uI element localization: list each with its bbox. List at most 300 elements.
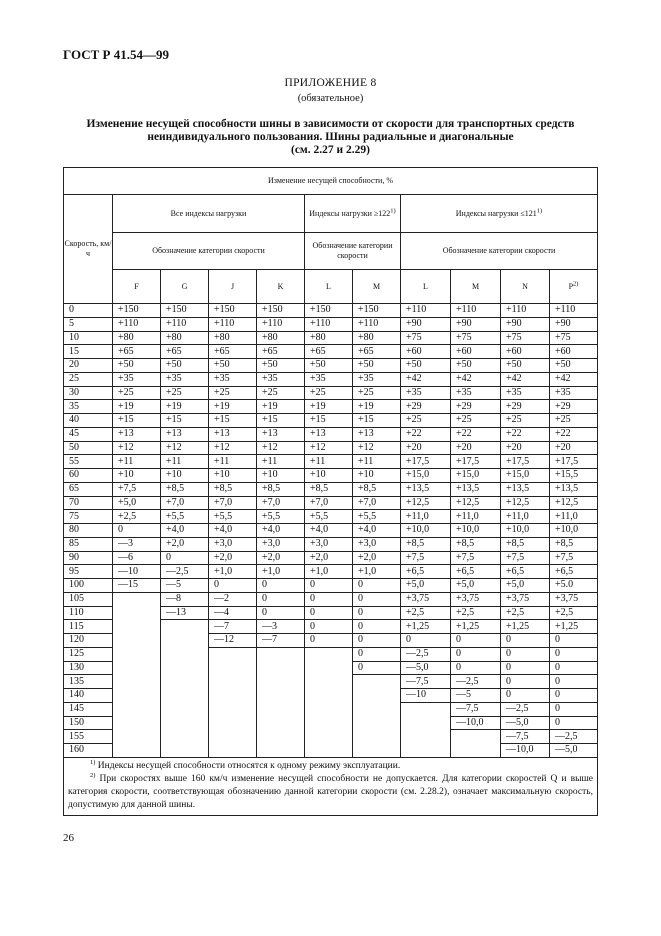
value-cell: +42 <box>451 372 501 386</box>
value-cell: +8,5 <box>401 537 451 551</box>
value-cell: +80 <box>209 331 257 345</box>
speed-cell: 5 <box>64 317 113 331</box>
value-cell: +6,5 <box>501 565 550 579</box>
value-cell: +25 <box>161 386 209 400</box>
value-cell: +2,5 <box>501 606 550 620</box>
table-row <box>64 331 598 345</box>
value-cell: +19 <box>257 400 305 414</box>
title-line: Изменение несущей способности шины в зависимости от скорости для транспортных средств <box>86 118 575 130</box>
value-cell: +150 <box>257 304 305 318</box>
value-cell: +1,0 <box>209 565 257 579</box>
value-cell <box>353 716 401 730</box>
value-cell: +8,5 <box>501 537 550 551</box>
value-cell: +50 <box>161 359 209 373</box>
speed-cell: 20 <box>64 359 113 373</box>
speed-category-header: Обозначение категории скорости <box>401 233 598 270</box>
value-cell: +60 <box>550 345 598 359</box>
value-cell: +110 <box>161 317 209 331</box>
value-cell: +12 <box>161 441 209 455</box>
footnote-2-text: При скоростях выше 160 км/ч изменение несущей способности не допускается. Для категории скоростей Q и выше категория скорости, соответствующая обозначению данной категории скорости (см. 2.28.2), означает максимальную скорость, допустимую для данной шины. <box>68 773 593 810</box>
value-cell: +11,0 <box>501 510 550 524</box>
value-cell: +35 <box>257 372 305 386</box>
value-cell <box>113 647 161 661</box>
category-letter: K <box>277 281 284 291</box>
value-cell: +2,0 <box>257 551 305 565</box>
footnote-1 <box>68 760 593 773</box>
value-cell: —4 <box>209 606 257 620</box>
value-cell <box>451 744 501 758</box>
capacity-change-header: Изменение несущей способности, % <box>64 168 598 195</box>
value-cell: +3,75 <box>401 592 451 606</box>
value-cell: +25 <box>501 414 550 428</box>
footnote-1-mark: 1) <box>390 206 396 214</box>
value-cell: —2,5 <box>501 702 550 716</box>
value-cell: —10 <box>113 565 161 579</box>
value-cell: +25 <box>113 386 161 400</box>
value-cell: +29 <box>401 400 451 414</box>
value-cell: +65 <box>257 345 305 359</box>
value-cell: 0 <box>550 702 598 716</box>
value-cell: +3,75 <box>451 592 501 606</box>
value-cell: 0 <box>353 647 401 661</box>
category-letter: L <box>423 281 428 291</box>
value-cell: +7,5 <box>550 551 598 565</box>
value-cell: 0 <box>113 524 161 538</box>
value-cell: +13 <box>209 427 257 441</box>
speed-cell: 125 <box>64 647 113 661</box>
value-cell <box>161 716 209 730</box>
value-cell: +90 <box>451 317 501 331</box>
value-cell: +35 <box>113 372 161 386</box>
title-line: (см. 2.27 и 2.29) <box>291 144 370 156</box>
speed-cell: 45 <box>64 427 113 441</box>
value-cell <box>161 647 209 661</box>
value-cell: +8,5 <box>257 482 305 496</box>
speed-cell: 30 <box>64 386 113 400</box>
value-cell: —10 <box>401 689 451 703</box>
value-cell: +110 <box>451 304 501 318</box>
value-cell: +15,0 <box>451 469 501 483</box>
value-cell: +42 <box>550 372 598 386</box>
category-column-header <box>305 270 353 304</box>
value-cell: +4,0 <box>209 524 257 538</box>
value-cell: +110 <box>401 304 451 318</box>
value-cell <box>401 730 451 744</box>
value-cell: +15,0 <box>401 469 451 483</box>
value-cell: +13 <box>161 427 209 441</box>
value-cell: +5,0 <box>401 579 451 593</box>
value-cell: 0 <box>161 551 209 565</box>
table-row <box>64 427 598 441</box>
value-cell: +3,0 <box>353 537 401 551</box>
value-cell: 0 <box>353 606 401 620</box>
value-cell: —2,5 <box>550 730 598 744</box>
speed-cell: 25 <box>64 372 113 386</box>
value-cell: 0 <box>451 634 501 648</box>
value-cell <box>353 675 401 689</box>
value-cell: +13 <box>113 427 161 441</box>
value-cell: +8,5 <box>353 482 401 496</box>
speed-cell: 95 <box>64 565 113 579</box>
value-cell: +80 <box>113 331 161 345</box>
value-cell: 0 <box>451 661 501 675</box>
value-cell: +2,5 <box>550 606 598 620</box>
value-cell: +3,75 <box>550 592 598 606</box>
value-cell: —2 <box>209 592 257 606</box>
value-cell: +15 <box>113 414 161 428</box>
speed-cell: 120 <box>64 634 113 648</box>
value-cell <box>209 730 257 744</box>
value-cell: 0 <box>550 689 598 703</box>
value-cell: +4,0 <box>305 524 353 538</box>
value-cell <box>353 702 401 716</box>
table-row <box>64 317 598 331</box>
value-cell: —5 <box>161 579 209 593</box>
value-cell <box>161 634 209 648</box>
value-cell <box>401 716 451 730</box>
page-number: 26 <box>63 832 74 844</box>
value-cell: +65 <box>305 345 353 359</box>
category-letter: P <box>568 281 574 291</box>
speed-cell: 15 <box>64 345 113 359</box>
value-cell: 0 <box>209 579 257 593</box>
value-cell: +42 <box>401 372 451 386</box>
footnote-2-mark: 2) <box>573 279 579 287</box>
category-column-header <box>451 270 501 304</box>
value-cell <box>161 702 209 716</box>
value-cell <box>209 702 257 716</box>
table-row <box>64 634 598 648</box>
category-column-header <box>113 270 161 304</box>
speed-cell: 115 <box>64 620 113 634</box>
value-cell: +19 <box>209 400 257 414</box>
value-cell: +35 <box>353 372 401 386</box>
value-cell: +75 <box>550 331 598 345</box>
value-cell: +2,0 <box>209 551 257 565</box>
appendix-status: (обязательное) <box>297 93 364 104</box>
value-cell: +5,0 <box>501 579 550 593</box>
value-cell: +22 <box>401 427 451 441</box>
value-cell: —8 <box>161 592 209 606</box>
value-cell: +110 <box>113 317 161 331</box>
value-cell: +75 <box>401 331 451 345</box>
value-cell: 0 <box>305 606 353 620</box>
category-letter: L <box>326 281 331 291</box>
value-cell: +25 <box>401 414 451 428</box>
value-cell <box>257 675 305 689</box>
value-cell: —2,5 <box>161 565 209 579</box>
value-cell: +20 <box>451 441 501 455</box>
load-index-ge122-text: Индексы нагрузки ≥122 <box>309 208 391 218</box>
value-cell: 0 <box>501 647 550 661</box>
value-cell <box>161 661 209 675</box>
category-column-header <box>209 270 257 304</box>
load-capacity-table <box>63 167 598 816</box>
value-cell: —2,5 <box>401 647 451 661</box>
value-cell <box>113 675 161 689</box>
table-row <box>64 661 598 675</box>
value-cell <box>305 730 353 744</box>
value-cell: —5 <box>451 689 501 703</box>
value-cell: +17,5 <box>401 455 451 469</box>
value-cell: +25 <box>550 414 598 428</box>
value-cell: +150 <box>113 304 161 318</box>
value-cell: +13 <box>257 427 305 441</box>
value-cell: +15,0 <box>501 469 550 483</box>
value-cell: +25 <box>451 414 501 428</box>
value-cell <box>257 689 305 703</box>
value-cell: +15,5 <box>550 469 598 483</box>
value-cell: +8,5 <box>209 482 257 496</box>
value-cell <box>113 634 161 648</box>
value-cell: +4,0 <box>161 524 209 538</box>
value-cell: 0 <box>257 579 305 593</box>
value-cell: +50 <box>451 359 501 373</box>
value-cell: +35 <box>451 386 501 400</box>
speed-cell: 40 <box>64 414 113 428</box>
value-cell: +19 <box>353 400 401 414</box>
value-cell: 0 <box>550 675 598 689</box>
value-cell: +25 <box>305 386 353 400</box>
value-cell: +110 <box>305 317 353 331</box>
value-cell: +3,0 <box>209 537 257 551</box>
table-row <box>64 716 598 730</box>
speed-cell: 140 <box>64 689 113 703</box>
value-cell: +7,5 <box>451 551 501 565</box>
value-cell: +5,5 <box>161 510 209 524</box>
value-cell <box>257 744 305 758</box>
value-cell: +90 <box>550 317 598 331</box>
value-cell: +42 <box>501 372 550 386</box>
category-column-header <box>550 270 598 304</box>
value-cell: +15 <box>161 414 209 428</box>
value-cell <box>305 661 353 675</box>
category-letter: J <box>230 281 235 291</box>
value-cell <box>209 689 257 703</box>
value-cell <box>209 661 257 675</box>
value-cell: +20 <box>550 441 598 455</box>
value-cell: +7,5 <box>113 482 161 496</box>
value-cell <box>305 744 353 758</box>
value-cell: +35 <box>550 386 598 400</box>
value-cell: +10,0 <box>401 524 451 538</box>
speed-cell: 90 <box>64 551 113 565</box>
table-row <box>64 359 598 373</box>
value-cell: +25 <box>209 386 257 400</box>
appendix-heading: ПРИЛОЖЕНИЕ 8 <box>284 77 377 89</box>
speed-cell: 70 <box>64 496 113 510</box>
table-row <box>64 372 598 386</box>
table-row <box>64 702 598 716</box>
value-cell: 0 <box>401 634 451 648</box>
value-cell: 0 <box>353 592 401 606</box>
value-cell: +65 <box>209 345 257 359</box>
value-cell <box>451 730 501 744</box>
table-row <box>64 744 598 758</box>
value-cell: —10,0 <box>451 716 501 730</box>
value-cell: +65 <box>161 345 209 359</box>
speed-cell: 60 <box>64 469 113 483</box>
value-cell: +110 <box>353 317 401 331</box>
value-cell: +60 <box>451 345 501 359</box>
value-cell: 0 <box>550 634 598 648</box>
value-cell: +35 <box>401 386 451 400</box>
value-cell: +13,5 <box>550 482 598 496</box>
value-cell: +150 <box>161 304 209 318</box>
value-cell: +10 <box>209 469 257 483</box>
value-cell: +19 <box>113 400 161 414</box>
value-cell: +20 <box>501 441 550 455</box>
value-cell: +22 <box>550 427 598 441</box>
value-cell: +2,5 <box>451 606 501 620</box>
table-row <box>64 592 598 606</box>
value-cell: +1,25 <box>451 620 501 634</box>
speed-column-header <box>64 195 113 304</box>
value-cell: +2,5 <box>401 606 451 620</box>
value-cell: +35 <box>209 372 257 386</box>
value-cell: +12,5 <box>401 496 451 510</box>
speed-category-header: Обозначение категории скорости <box>305 233 401 270</box>
speed-cell: 155 <box>64 730 113 744</box>
value-cell <box>305 675 353 689</box>
value-cell: +5,5 <box>257 510 305 524</box>
value-cell: +12,5 <box>451 496 501 510</box>
value-cell: +10 <box>161 469 209 483</box>
value-cell: 0 <box>501 675 550 689</box>
value-cell: +13,5 <box>451 482 501 496</box>
value-cell: +7,0 <box>305 496 353 510</box>
value-cell: +17,5 <box>451 455 501 469</box>
value-cell: 0 <box>305 634 353 648</box>
value-cell: +11,0 <box>550 510 598 524</box>
value-cell <box>401 744 451 758</box>
table-row <box>64 524 598 538</box>
value-cell: +7,0 <box>257 496 305 510</box>
value-cell: +110 <box>501 304 550 318</box>
value-cell: +50 <box>257 359 305 373</box>
category-column-header <box>401 270 451 304</box>
value-cell: +17,5 <box>550 455 598 469</box>
value-cell: +22 <box>501 427 550 441</box>
value-cell: 0 <box>257 592 305 606</box>
value-cell: +7,0 <box>353 496 401 510</box>
value-cell <box>113 716 161 730</box>
value-cell: +15 <box>209 414 257 428</box>
value-cell: +8,5 <box>451 537 501 551</box>
value-cell: 0 <box>451 647 501 661</box>
value-cell: +10 <box>305 469 353 483</box>
value-cell <box>353 730 401 744</box>
value-cell: +75 <box>501 331 550 345</box>
speed-category-header: Обозначение категории скорости <box>113 233 305 270</box>
value-cell: +7,0 <box>209 496 257 510</box>
load-index-le121-header <box>401 195 598 233</box>
value-cell: —5,0 <box>401 661 451 675</box>
value-cell <box>401 702 451 716</box>
value-cell <box>161 675 209 689</box>
value-cell: +7,5 <box>501 551 550 565</box>
value-cell: —15 <box>113 579 161 593</box>
value-cell <box>113 661 161 675</box>
value-cell: +2,0 <box>305 551 353 565</box>
value-cell: +13 <box>353 427 401 441</box>
value-cell: +11 <box>353 455 401 469</box>
speed-cell: 105 <box>64 592 113 606</box>
value-cell: +6,5 <box>550 565 598 579</box>
table-row <box>64 482 598 496</box>
value-cell: +50 <box>113 359 161 373</box>
value-cell: —5,0 <box>501 716 550 730</box>
value-cell: 0 <box>257 606 305 620</box>
speed-cell: 80 <box>64 524 113 538</box>
table-row <box>64 469 598 483</box>
value-cell: 0 <box>353 620 401 634</box>
value-cell: +50 <box>501 359 550 373</box>
value-cell: 0 <box>353 661 401 675</box>
value-cell: +1,0 <box>257 565 305 579</box>
speed-cell: 65 <box>64 482 113 496</box>
value-cell: +10 <box>113 469 161 483</box>
value-cell: +5,5 <box>305 510 353 524</box>
value-cell: +50 <box>401 359 451 373</box>
value-cell: —3 <box>257 620 305 634</box>
all-load-indices-header: Все индексы нагрузки <box>113 195 305 233</box>
value-cell: 0 <box>353 634 401 648</box>
table-row <box>64 510 598 524</box>
value-cell: +150 <box>353 304 401 318</box>
value-cell: +7,5 <box>401 551 451 565</box>
value-cell: +90 <box>501 317 550 331</box>
value-cell: —12 <box>209 634 257 648</box>
value-cell <box>305 647 353 661</box>
value-cell: —7,5 <box>501 730 550 744</box>
value-cell: +2,0 <box>353 551 401 565</box>
value-cell: +80 <box>305 331 353 345</box>
value-cell: —10,0 <box>501 744 550 758</box>
value-cell: 0 <box>305 620 353 634</box>
value-cell: —2,5 <box>451 675 501 689</box>
value-cell: —7 <box>257 634 305 648</box>
table-row <box>64 565 598 579</box>
value-cell: +5,5 <box>209 510 257 524</box>
table-row <box>64 441 598 455</box>
value-cell: +13,5 <box>501 482 550 496</box>
table-row <box>64 551 598 565</box>
value-cell: 0 <box>501 661 550 675</box>
value-cell: +22 <box>451 427 501 441</box>
value-cell: +11,0 <box>451 510 501 524</box>
load-index-ge122-header <box>305 195 401 233</box>
value-cell: +10 <box>257 469 305 483</box>
value-cell: +50 <box>353 359 401 373</box>
value-cell: +1,25 <box>401 620 451 634</box>
value-cell: +1,0 <box>353 565 401 579</box>
value-cell: —7,5 <box>451 702 501 716</box>
load-index-le121-text: Индексы нагрузки ≤121 <box>455 208 537 218</box>
value-cell: +5,0 <box>451 579 501 593</box>
category-column-header <box>161 270 209 304</box>
value-cell <box>113 592 161 606</box>
value-cell: 0 <box>550 661 598 675</box>
footnote-1-text: Индексы несущей способности относятся к одному режиму эксплуатации. <box>97 760 401 771</box>
table-row <box>64 304 598 318</box>
table-row <box>64 647 598 661</box>
value-cell: +12,5 <box>550 496 598 510</box>
value-cell <box>257 730 305 744</box>
footnotes <box>64 757 598 815</box>
speed-cell: 55 <box>64 455 113 469</box>
document-code: ГОСТ Р 41.54—99 <box>63 47 169 62</box>
